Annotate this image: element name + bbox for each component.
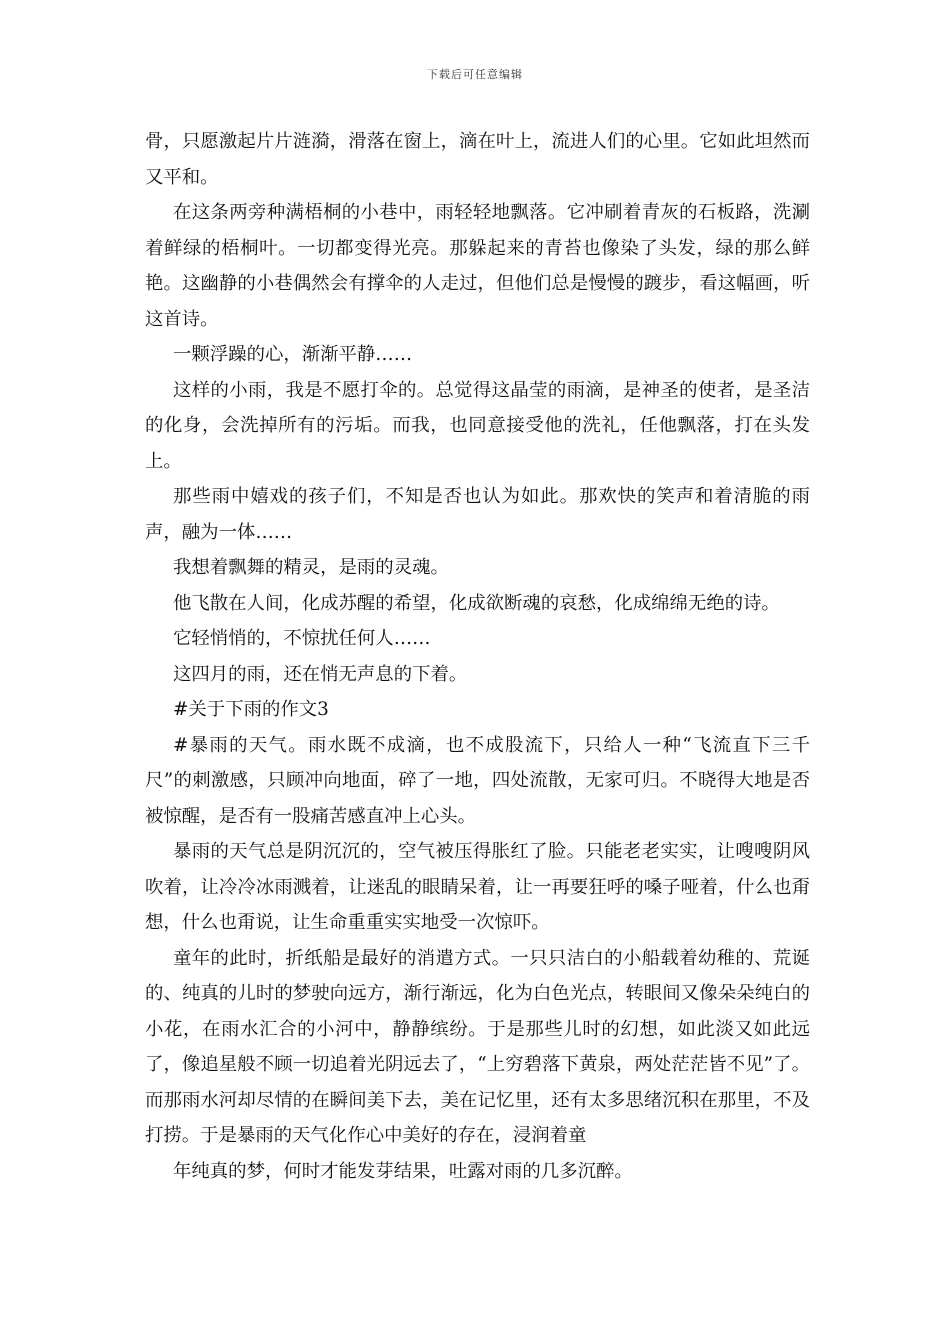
- paragraph: 骨，只愿激起片片涟漪，滑落在窗上，滴在叶上，流进人们的心里。它如此坦然而又平和。: [145, 131, 810, 188]
- paragraph: 它轻悄悄的，不惊扰任何人……: [173, 628, 431, 649]
- page-header: 下载后可任意编辑: [427, 68, 523, 81]
- paragraph: 这样的小雨，我是不愿打伞的。总觉得这晶莹的雨滴，是神圣的使者，是圣洁的化身，会洗掉所有的污垢。而我，也同意接受他的洗礼，任他飘落，打在头发上。: [145, 379, 810, 472]
- paragraph: 童年的此时，折纸船是最好的消遣方式。一只只洁白的小船载着幼稚的、荒诞的、纯真的儿时的梦驶向远方，渐行渐远，化为白色光点，转眼间又像朵朵纯白的小花，在雨水汇合的小河中，静静缤纷。于是那些儿时的幻想，如此淡又如此远了，像追星般不顾一切追着光阴远去了，“上穷碧落下黄泉，两处茫茫皆不见”了。而那雨水河却尽情的在瞬间美下去，美在记忆里，还有太多思绪沉积在那里，不及打捞。于是暴雨的天气化作心中美好的存在，浸润着童: [145, 947, 810, 1146]
- paragraph: 暴雨的天气总是阴沉沉的，空气被压得胀红了脸。只能老老实实，让嗖嗖阴风吹着，让冷冷冰雨溅着，让迷乱的眼睛呆着，让一再要狂呼的嗓子哑着，什么也甭想，什么也甭说，让生命重重实实地受一次惊吓。: [145, 841, 810, 933]
- paragraph: 在这条两旁种满梧桐的小巷中，雨轻轻地飘落。它冲刷着青灰的石板路，洗涮着鲜绿的梧桐叶。一切都变得光亮。那躲起来的青苔也像染了头发，绿的那么鲜艳。这幽静的小巷偶然会有撑伞的人走过，但他们总是慢慢的踱步，看这幅画，听这首诗。: [145, 202, 810, 330]
- paragraph: 我想着飘舞的精灵，是雨的灵魂。: [173, 557, 449, 578]
- paragraph: 这四月的雨，还在悄无声息的下着。: [173, 663, 468, 685]
- document-body: [145, 124, 810, 1189]
- section-heading: #关于下雨的作文3: [173, 699, 329, 720]
- paragraph: 那些雨中嬉戏的孩子们，不知是否也认为如此。那欢快的笑声和着清脆的雨声，融为一体……: [145, 486, 810, 543]
- paragraph: 他飞散在人间，化成苏醒的希望，化成欲断魂的哀愁，化成绵绵无绝的诗。: [173, 592, 780, 614]
- paragraph: 一颗浮躁的心，渐渐平静……: [173, 344, 413, 365]
- paragraph: #暴雨的天气。雨水既不成滴，也不成股流下，只给人一种“飞流直下三千尺”的刺激感，只顾冲向地面，碎了一地，四处流散，无家可归。不晓得大地是否被惊醒，是否有一股痛苦感直冲上心头。: [145, 734, 810, 827]
- paragraph: 年纯真的梦，何时才能发芽结果，吐露对雨的几多沉醉。: [173, 1160, 633, 1182]
